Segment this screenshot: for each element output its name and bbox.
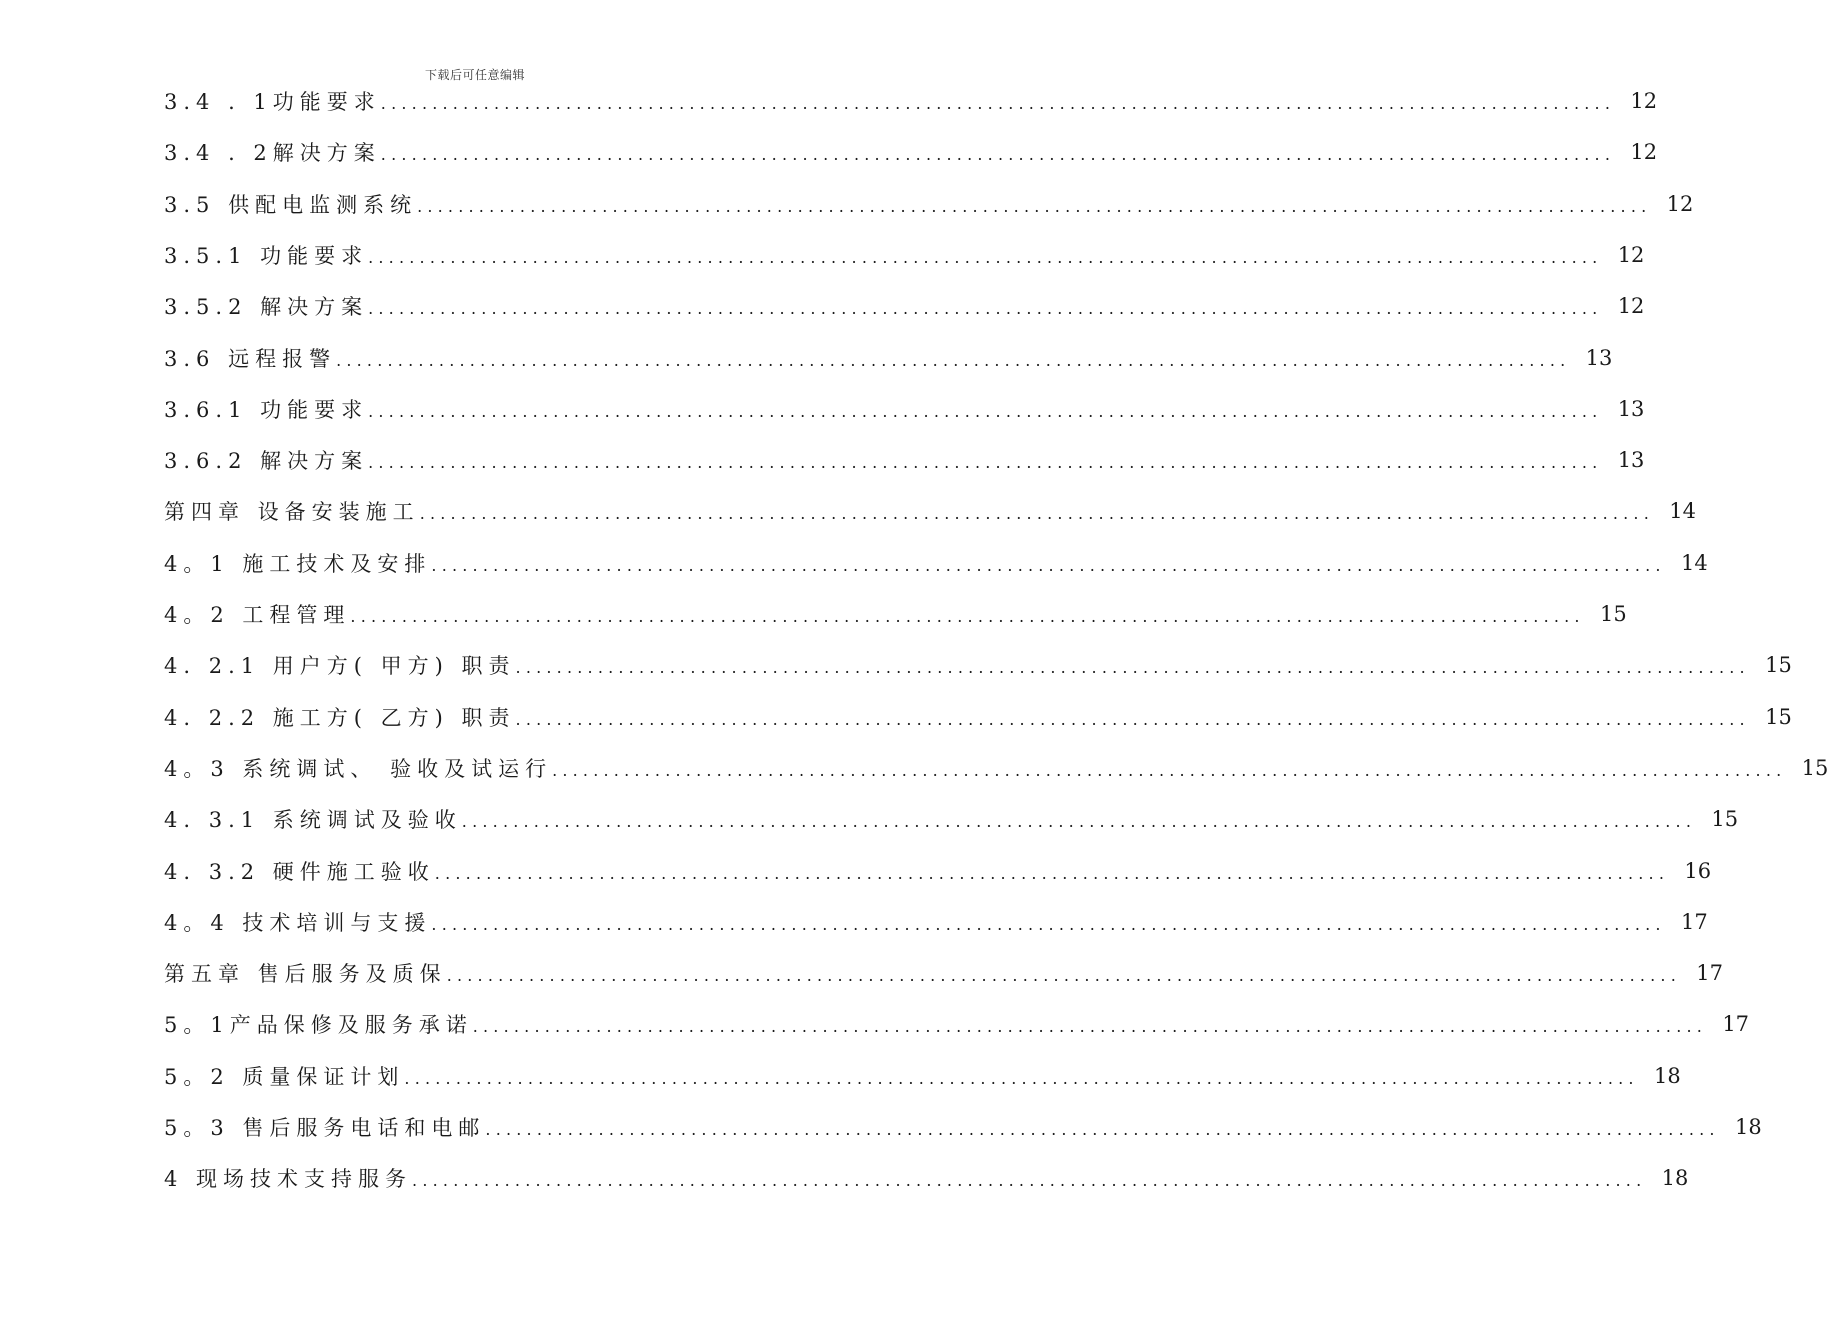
toc-entry[interactable]	[164, 645, 1792, 685]
toc-entry[interactable]	[164, 338, 1613, 378]
toc-entry-page-number: 17	[1680, 910, 1708, 934]
toc-entry-title: 3.5.2 解决方案	[164, 295, 369, 319]
toc-dot-leader: ........................................................................................................................	[350, 606, 1585, 626]
toc-entry-title: 5。3 售后服务电话和电邮	[164, 1116, 486, 1140]
toc-entry-title: 4。2 工程管理	[164, 603, 351, 627]
toc-entry-page-number: 15	[1599, 602, 1627, 626]
toc-entry-title: 3.4 . 2解决方案	[164, 141, 381, 165]
toc-entry[interactable]	[164, 491, 1696, 531]
toc-entry[interactable]	[164, 902, 1708, 942]
toc-dot-leader: ........................................................................................................................	[431, 914, 1666, 934]
toc-entry[interactable]	[164, 953, 1723, 993]
toc-entry[interactable]	[164, 81, 1658, 121]
toc-entry-page-number: 12	[1630, 140, 1658, 164]
toc-entry-page-number: 14	[1669, 499, 1696, 523]
toc-entry-title: 4。3 系统调试、 验收及试运行	[164, 757, 553, 781]
header-note: 下载后可任意编辑	[424, 68, 525, 82]
toc-dot-leader: ........................................................................................................................	[368, 452, 1603, 472]
toc-dot-leader: ........................................................................................................................	[368, 247, 1603, 267]
toc-entry[interactable]	[164, 286, 1645, 326]
toc-entry[interactable]	[164, 440, 1645, 480]
toc-entry-page-number: 17	[1722, 1012, 1750, 1036]
toc-entry[interactable]	[164, 1056, 1681, 1096]
toc-entry-title: 4. 3.2 硬件施工验收	[164, 860, 435, 884]
toc-entry-title: 3.4 . 1功能要求	[164, 90, 381, 114]
toc-entry-title: 3.6.2 解决方案	[164, 449, 369, 473]
toc-entry-page-number: 16	[1684, 859, 1712, 883]
toc-entry-page-number: 18	[1734, 1115, 1762, 1139]
toc-dot-leader: ........................................................................................................................	[515, 709, 1750, 729]
toc-entry-title: 3.5 供配电监测系统	[164, 193, 418, 217]
toc-entry-title: 5。1产品保修及服务承诺	[164, 1013, 473, 1037]
toc-entry[interactable]	[164, 851, 1712, 891]
toc-entry[interactable]	[164, 1004, 1750, 1044]
toc-entry-title: 第五章 售后服务及质保	[164, 962, 447, 986]
toc-entry-page-number: 15	[1765, 653, 1792, 677]
toc-entry-title: 3.6.1 功能要求	[164, 398, 369, 422]
toc-entry-page-number: 17	[1696, 961, 1723, 985]
toc-dot-leader: ........................................................................................................................	[419, 503, 1654, 523]
toc-dot-leader: ........................................................................................................................	[336, 350, 1571, 370]
toc-entry-page-number: 15	[1801, 756, 1828, 780]
toc-entry-page-number: 15	[1711, 807, 1739, 831]
toc-entry[interactable]	[164, 1158, 1689, 1198]
toc-dot-leader: ........................................................................................................................	[431, 555, 1666, 575]
toc-entry-title: 4 现场技术支持服务	[164, 1167, 413, 1191]
toc-entry-title: 4. 2.1 用户方( 甲方) 职责	[164, 654, 516, 678]
toc-entry-page-number: 18	[1653, 1064, 1681, 1088]
toc-entry-page-number: 13	[1617, 397, 1645, 421]
toc-entry-page-number: 12	[1617, 294, 1645, 318]
toc-entry-page-number: 12	[1666, 192, 1694, 216]
toc-entry-title: 4. 2.2 施工方( 乙方) 职责	[164, 706, 516, 730]
toc-dot-leader: ........................................................................................................................	[461, 811, 1697, 831]
toc-dot-leader: ........................................................................................................................	[380, 93, 1616, 113]
toc-entry-page-number: 13	[1617, 448, 1645, 472]
toc-entry[interactable]	[164, 1107, 1762, 1147]
toc-entry[interactable]	[164, 748, 1828, 788]
toc-entry[interactable]	[164, 594, 1627, 634]
toc-entry-title: 4. 3.1 系统调试及验收	[164, 808, 462, 832]
toc-entry-title: 4。1 施工技术及安排	[164, 552, 432, 576]
toc-entry-title: 第四章 设备安装施工	[164, 500, 420, 524]
toc-entry-title: 4。4 技术培训与支援	[164, 911, 432, 935]
toc-dot-leader: ........................................................................................................................	[380, 144, 1616, 164]
toc-entry[interactable]	[164, 543, 1708, 583]
toc-entry-page-number: 13	[1585, 346, 1613, 370]
toc-dot-leader: ........................................................................................................................	[446, 965, 1681, 985]
toc-dot-leader: ........................................................................................................................	[368, 298, 1603, 318]
toc-dot-leader: ........................................................................................................................	[515, 657, 1750, 677]
toc-entry[interactable]	[164, 235, 1645, 275]
toc-entry[interactable]	[164, 697, 1792, 737]
toc-entry[interactable]	[164, 389, 1645, 429]
toc-dot-leader: ........................................................................................................................	[412, 1170, 1647, 1190]
toc-entry-page-number: 15	[1765, 705, 1792, 729]
toc-dot-leader: ........................................................................................................................	[417, 196, 1652, 216]
toc-entry-page-number: 18	[1661, 1166, 1689, 1190]
toc-dot-leader: ........................................................................................................................	[404, 1068, 1639, 1088]
toc-dot-leader: ........................................................................................................................	[472, 1016, 1708, 1036]
toc-entry-page-number: 12	[1630, 89, 1658, 113]
toc-dot-leader: ........................................................................................................................	[368, 401, 1603, 421]
toc-entry-title: 5。2 质量保证计划	[164, 1065, 405, 1089]
toc-entry[interactable]	[164, 184, 1694, 224]
toc-entry-title: 3.6 远程报警	[164, 347, 337, 371]
toc-entry[interactable]	[164, 799, 1739, 839]
toc-entry-page-number: 12	[1617, 243, 1645, 267]
toc-dot-leader: ........................................................................................................................	[552, 760, 1787, 780]
toc-dot-leader: ........................................................................................................................	[485, 1119, 1720, 1139]
toc-entry[interactable]	[164, 132, 1658, 172]
toc-dot-leader: ........................................................................................................................	[434, 863, 1670, 883]
toc-entry-page-number: 14	[1680, 551, 1708, 575]
toc-entry-title: 3.5.1 功能要求	[164, 244, 369, 268]
